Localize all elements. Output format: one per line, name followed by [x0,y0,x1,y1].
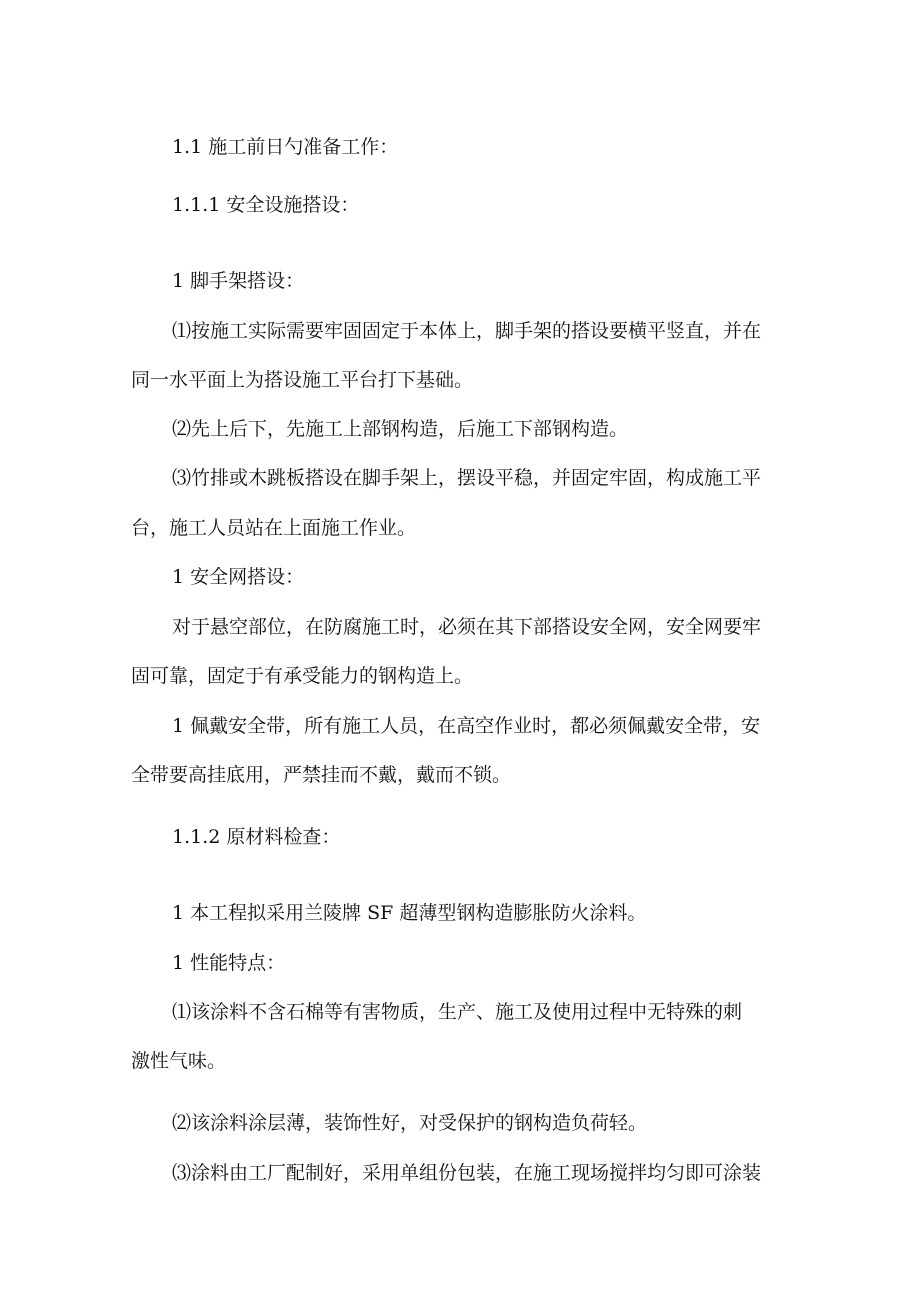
paragraph-line: 固可靠，固定于有承受能力的钢构造上。 [131,665,474,687]
paragraph-line: ⑶竹排或木跳板搭设在脚手架上，摆设平稳，并固定牢固，构成施工平 [172,467,762,489]
item-heading-safety-net: 1 安全网搭设： [172,566,305,588]
section-heading-1-1-1: 1.1.1 安全设施搭设： [172,194,360,216]
paragraph-line: ⑵先上后下，先施工上部钢构造，后施工下部钢构造。 [172,418,629,440]
paragraph-line: 台，施工人员站在上面施工作业。 [131,517,417,539]
paragraph-line: 1 本工程拟采用兰陵牌 SF 超薄型钢构造膨胀防火涂料。 [172,902,647,924]
paragraph-line: ⑵该涂料涂层薄，装饰性好，对受保护的钢构造负荷轻。 [172,1112,648,1134]
item-heading-scaffold: 1 脚手架搭设： [172,270,305,292]
item-heading-performance: 1 性能特点： [172,952,286,974]
paragraph-line: ⑴按施工实际需要牢固固定于本体上，脚手架的搭设要横平竖直，并在 [172,320,762,342]
paragraph-line: 激性气味。 [131,1050,227,1072]
paragraph-line: ⑴该涂料不含石棉等有害物质，生产、施工及使用过程中无特殊的刺 [172,1001,743,1023]
section-heading-1-1-2: 1.1.2 原材料检查： [172,826,341,848]
paragraph-line: 同一水平面上为搭设施工平台打下基础。 [131,369,474,391]
paragraph-line: ⑶涂料由工厂配制好，采用单组份包装，在施工现场搅拌均匀即可涂装 [172,1162,762,1184]
section-heading-1-1: 1.1 施工前日勺准备工作： [172,136,399,158]
paragraph-line: 对于悬空部位，在防腐施工时，必须在其下部搭设安全网，安全网要牢 [172,616,762,638]
paragraph-line: 全带要高挂底用，严禁挂而不戴，戴而不锁。 [131,764,512,786]
paragraph-line: 1 佩戴安全带，所有施工人员，在高空作业时，都必须佩戴安全带，安 [172,715,761,737]
